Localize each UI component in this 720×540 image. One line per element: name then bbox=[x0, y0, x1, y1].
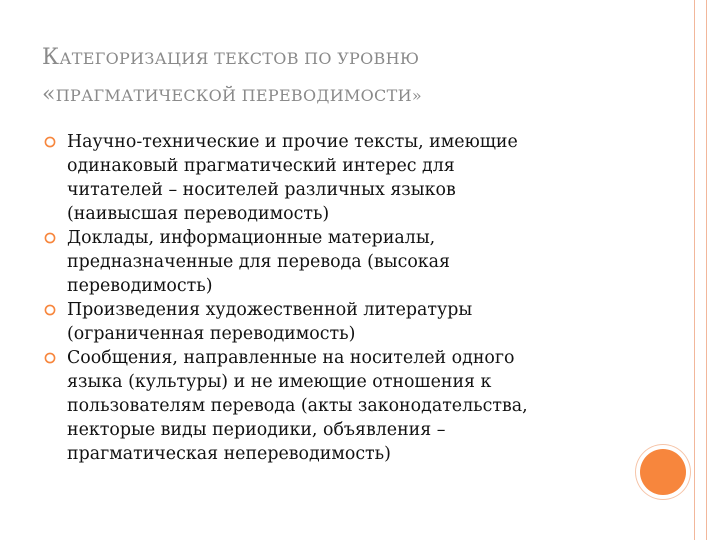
open-circle-icon bbox=[44, 232, 56, 244]
open-circle-icon bbox=[44, 352, 56, 364]
title-rest-2: ПРАГМАТИЧЕСКОЙ ПЕРЕВОДИМОСТИ» bbox=[55, 86, 422, 105]
bullet-line: Сообщения, направленные на носителей одного bbox=[67, 348, 515, 368]
bullet-line: предназначенные для перевода (высокая bbox=[67, 252, 451, 272]
bullet-line: языка (культуры) и не имеющие отношения к bbox=[67, 372, 492, 392]
frame-line-left bbox=[694, 0, 695, 540]
title-rest-1: АТЕГОРИЗАЦИЯ ТЕКСТОВ ПО УРОВНЮ bbox=[59, 49, 420, 68]
bullet-line: Произведения художественной литературы bbox=[67, 300, 473, 320]
bullet-line: (наивысшая переводимость) bbox=[67, 204, 330, 224]
orange-circle-decoration bbox=[640, 449, 686, 495]
bullet-list bbox=[42, 130, 612, 466]
slide-title-line-2 bbox=[42, 77, 662, 114]
slide-title-line-1 bbox=[42, 40, 662, 77]
title-cap-2: « bbox=[42, 82, 56, 107]
bullet-line: Доклады, информационные материалы, bbox=[67, 228, 436, 248]
list-item bbox=[42, 130, 612, 226]
open-circle-icon bbox=[44, 304, 56, 316]
list-item bbox=[42, 346, 612, 466]
list-item bbox=[42, 298, 612, 346]
list-item bbox=[42, 226, 612, 298]
bullet-line: некторые виды периодики, объявления – bbox=[67, 420, 446, 440]
bullet-line: (ограниченная переводимость) bbox=[67, 324, 356, 344]
bullet-line: прагматическая непереводимость) bbox=[67, 444, 391, 464]
bullet-line: Научно-технические и прочие тексты, имеющие bbox=[67, 132, 518, 152]
bullet-line: одинаковый прагматический интерес для bbox=[67, 156, 455, 176]
bullet-line: переводимость) bbox=[67, 276, 213, 296]
open-circle-icon bbox=[44, 136, 56, 148]
slide-title bbox=[42, 40, 662, 114]
title-cap-1: К bbox=[42, 45, 60, 70]
bullet-line: читателей – носителей различных языков bbox=[67, 180, 456, 200]
bullet-line: пользователям перевода (акты законодательства, bbox=[67, 396, 528, 416]
frame-line-right bbox=[706, 0, 707, 540]
